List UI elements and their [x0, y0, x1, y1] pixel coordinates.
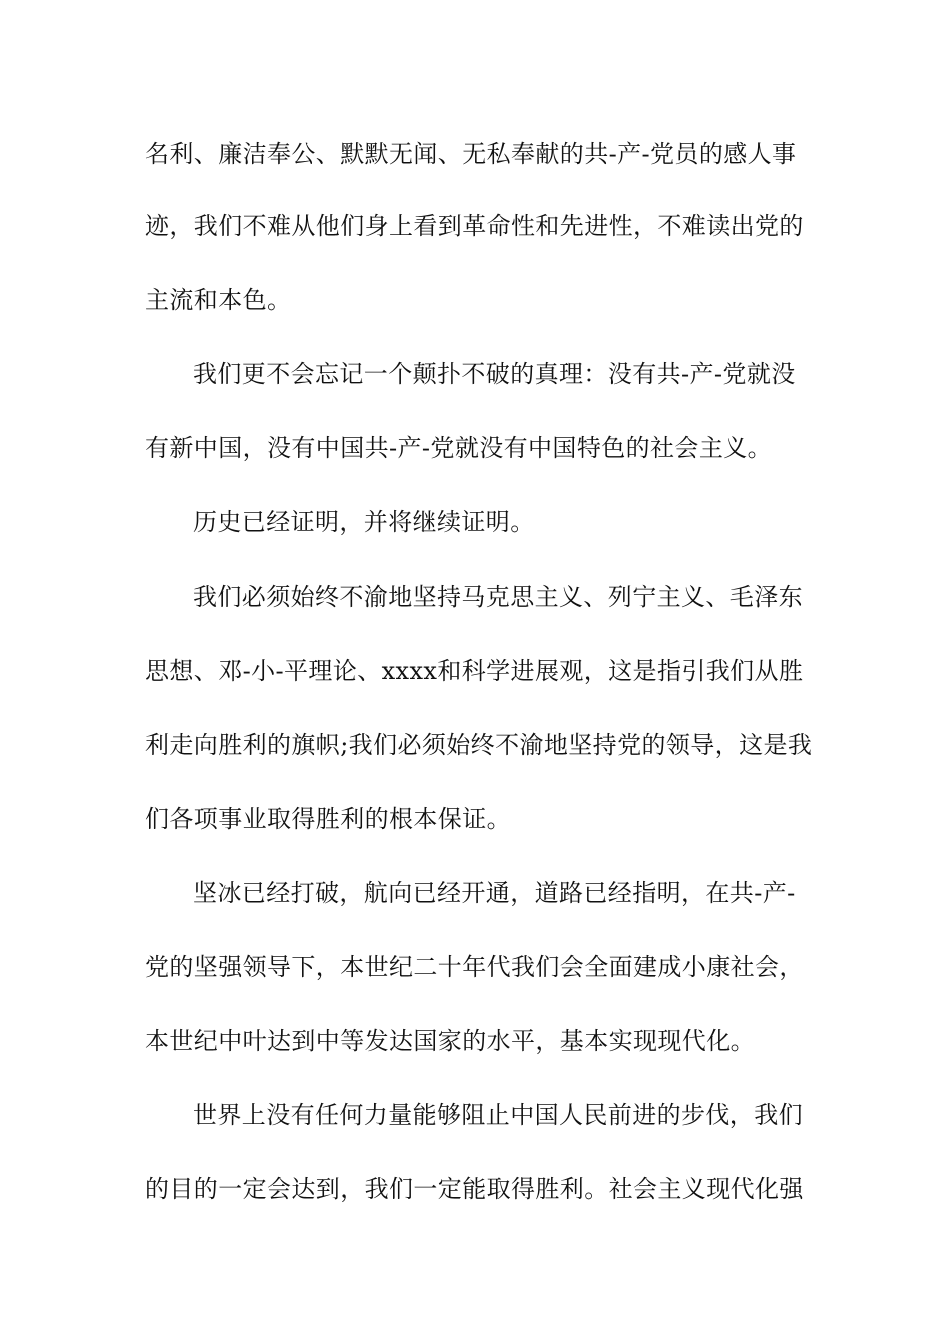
text-line: 名利、廉洁奉公、默默无闻、无私奉献的共-产-党员的感人事: [145, 140, 797, 168]
text-line: 有新中国，没有中国共-产-党就没有中国特色的社会主义。: [145, 434, 773, 462]
paragraph-first-line: 我们必须始终不渝地坚持马克思主义、列宁主义、毛泽东: [193, 583, 803, 611]
text-line: 迹，我们不难从他们身上看到革命性和先进性，不难读出党的: [145, 212, 804, 240]
text-line: 主流和本色。: [145, 286, 292, 314]
paragraph-first-line: 我们更不会忘记一个颠扑不破的真理：没有共-产-党就没: [193, 360, 796, 388]
text-line: 党的坚强领导下，本世纪二十年代我们会全面建成小康社会，: [145, 953, 804, 981]
text-line: 本世纪中叶达到中等发达国家的水平，基本实现现代化。: [145, 1027, 755, 1055]
text-line: 思想、邓-小-平理论、xxxx和科学进展观，这是指引我们从胜: [145, 657, 804, 685]
text-line: 利走向胜利的旗帜;我们必须始终不渝地坚持党的领导，这是我: [145, 731, 813, 759]
paragraph-first-line: 世界上没有任何力量能够阻止中国人民前进的步伐，我们: [193, 1101, 803, 1129]
text-line: 的目的一定会达到，我们一定能取得胜利。社会主义现代化强: [145, 1175, 804, 1203]
text-line: 们各项事业取得胜利的根本保证。: [145, 805, 511, 833]
paragraph-first-line: 历史已经证明，并将继续证明。: [193, 508, 535, 536]
paragraph-first-line: 坚冰已经打破，航向已经开通，道路已经指明，在共-产-: [193, 879, 796, 907]
